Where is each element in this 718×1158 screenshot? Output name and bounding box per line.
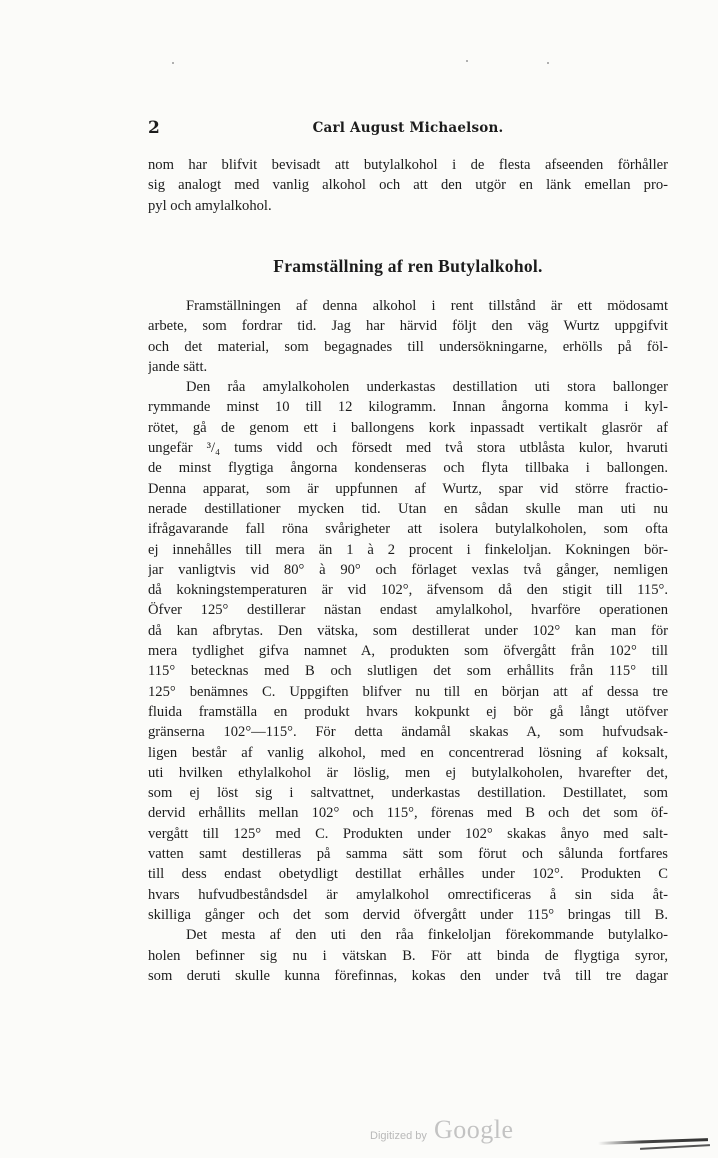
text-line: dervid erhållits mellan 102° och 115°, förenas med B och det som öf-: [148, 805, 668, 822]
text-line: sig analogt med vanlig alkohol och att den utgör en länk emellan pro-: [148, 177, 668, 194]
google-logo: Google: [434, 1115, 514, 1144]
body-text: [148, 296, 668, 986]
text-line: hvars hufvudbeståndsdel är amylalkohol omrectificeras å sin sida åt-: [148, 886, 668, 903]
text-line: vergått till 125° med C. Produkten under 102° skakas ånyo med salt-: [148, 825, 668, 842]
text-line: Framställningen af denna alkohol i rent tillstånd är ett mödosamt: [186, 298, 668, 314]
text-line: då kokningstemperaturen är vid 102°, äfvensom då den stigit till 115°.: [148, 582, 668, 599]
text-line: fluida framställa en produkt hvars kokpunkt ej bör gå långt utöfver: [148, 703, 668, 720]
text-line: jar vanligtvis vid 80° à 90° och förlaget vexlas två gånger, nemligen: [148, 561, 668, 578]
text-line: rymmande minst 10 till 12 kilogramm. Innan ångorna komma i kyl-: [148, 399, 668, 416]
page-number: 2: [148, 118, 160, 138]
text-line: Denna apparat, som är uppfunnen af Wurtz, spar vid större fractio-: [148, 480, 668, 497]
text-line: som ej löst sig i saltvattnet, underkastas destillation. Destillatet, som: [148, 785, 668, 802]
text-line: Det mesta af den uti den råa finkeloljan förekommande butylalko-: [186, 927, 668, 944]
text-line: som deruti skulle kunna förefinnas, kokas den under två till tre dagar: [148, 967, 668, 984]
text-line: gränserna 102°—115°. För detta ändamål skakas A, som hufvudsak-: [148, 724, 668, 741]
scan-edge-mark: [598, 1138, 708, 1145]
text-line: och det material, som begagnades till undersökningarne, erhölls på föl-: [148, 338, 668, 355]
running-head: Carl August Michaelson.: [312, 120, 504, 136]
watermark-prefix: Digitized by: [370, 1130, 427, 1142]
text-line: uti hvilken ethylalkohol är löslig, men ej butylalkoholen, hvarefter det,: [148, 764, 668, 781]
text-line: 125° benämnes C. Uppgiften blifver nu till en början att af dessa tre: [148, 683, 668, 700]
page-header: [148, 118, 668, 142]
text-line: jande sätt.: [148, 358, 208, 375]
text-line: ungefär ³/₄ tums vidd och försedt med två stora utblåsta kulor, hvaruti: [148, 440, 668, 457]
text-line: skilliga gånger och det som dervid öfvergått under 115° bringas till B.: [148, 906, 668, 923]
text-line: till dess endast obetydligt destillat erhålles under 102°. Produkten C: [148, 866, 668, 883]
text-line: pyl och amylalkohol.: [148, 197, 272, 214]
text-line: nom har blifvit bevisadt att butylalkohol i de flesta afseenden förhåller: [148, 157, 668, 173]
text-line: vatten samt destilleras på samma sätt som förut och sålunda fortfares: [148, 846, 668, 863]
intro-paragraph: [148, 155, 668, 216]
scan-edge-mark: [640, 1144, 710, 1150]
speck: [466, 60, 468, 62]
text-line: ej innehålles till mera än 1 à 2 procent i finkeloljan. Kokningen bör-: [148, 541, 668, 558]
text-line: arbete, som fordrar tid. Jag har härvid följt den väg Wurtz uppgifvit: [148, 318, 668, 335]
text-line: ligen består af vanlig alkohol, med en concentrerad lösning af koksalt,: [148, 744, 668, 761]
text-line: mera tydlighet gifva namnet A, produkten som öfvergått från 102° till: [148, 643, 668, 660]
speck: [172, 62, 174, 64]
text-line: ifrågavarande fall röna svårigheter att isolera butylalkoholen, som ofta: [148, 521, 668, 538]
text-line: de minst flygtiga ångorna kondenseras och flyta tillbaka i ballongen.: [148, 460, 668, 477]
speck: [547, 62, 549, 64]
text-line: holen befinner sig nu i vätskan B. För att binda de flygtiga syror,: [148, 947, 668, 964]
digitized-watermark: [370, 1115, 530, 1149]
section-heading: Framställning af ren Butylalkohol.: [273, 256, 543, 276]
text-line: rötet, gå de genom ett i ballongens kork inpassadt vertikalt glasrör af: [148, 419, 668, 436]
text-line: 115° betecknas med B och slutligen det som erhållits från 115° till: [148, 663, 668, 680]
text-line: nerade destillationer mycken tid. Utan en sådan skulle man uti nu: [148, 500, 668, 517]
text-line: Öfver 125° destillerar nästan endast amylalkohol, hvarföre operationen: [148, 602, 668, 619]
text-line: Den råa amylalkoholen underkastas destillation uti stora ballonger: [186, 379, 668, 396]
text-line: då kan afbrytas. Den vätska, som destillerat under 102° kan man för: [148, 622, 668, 639]
